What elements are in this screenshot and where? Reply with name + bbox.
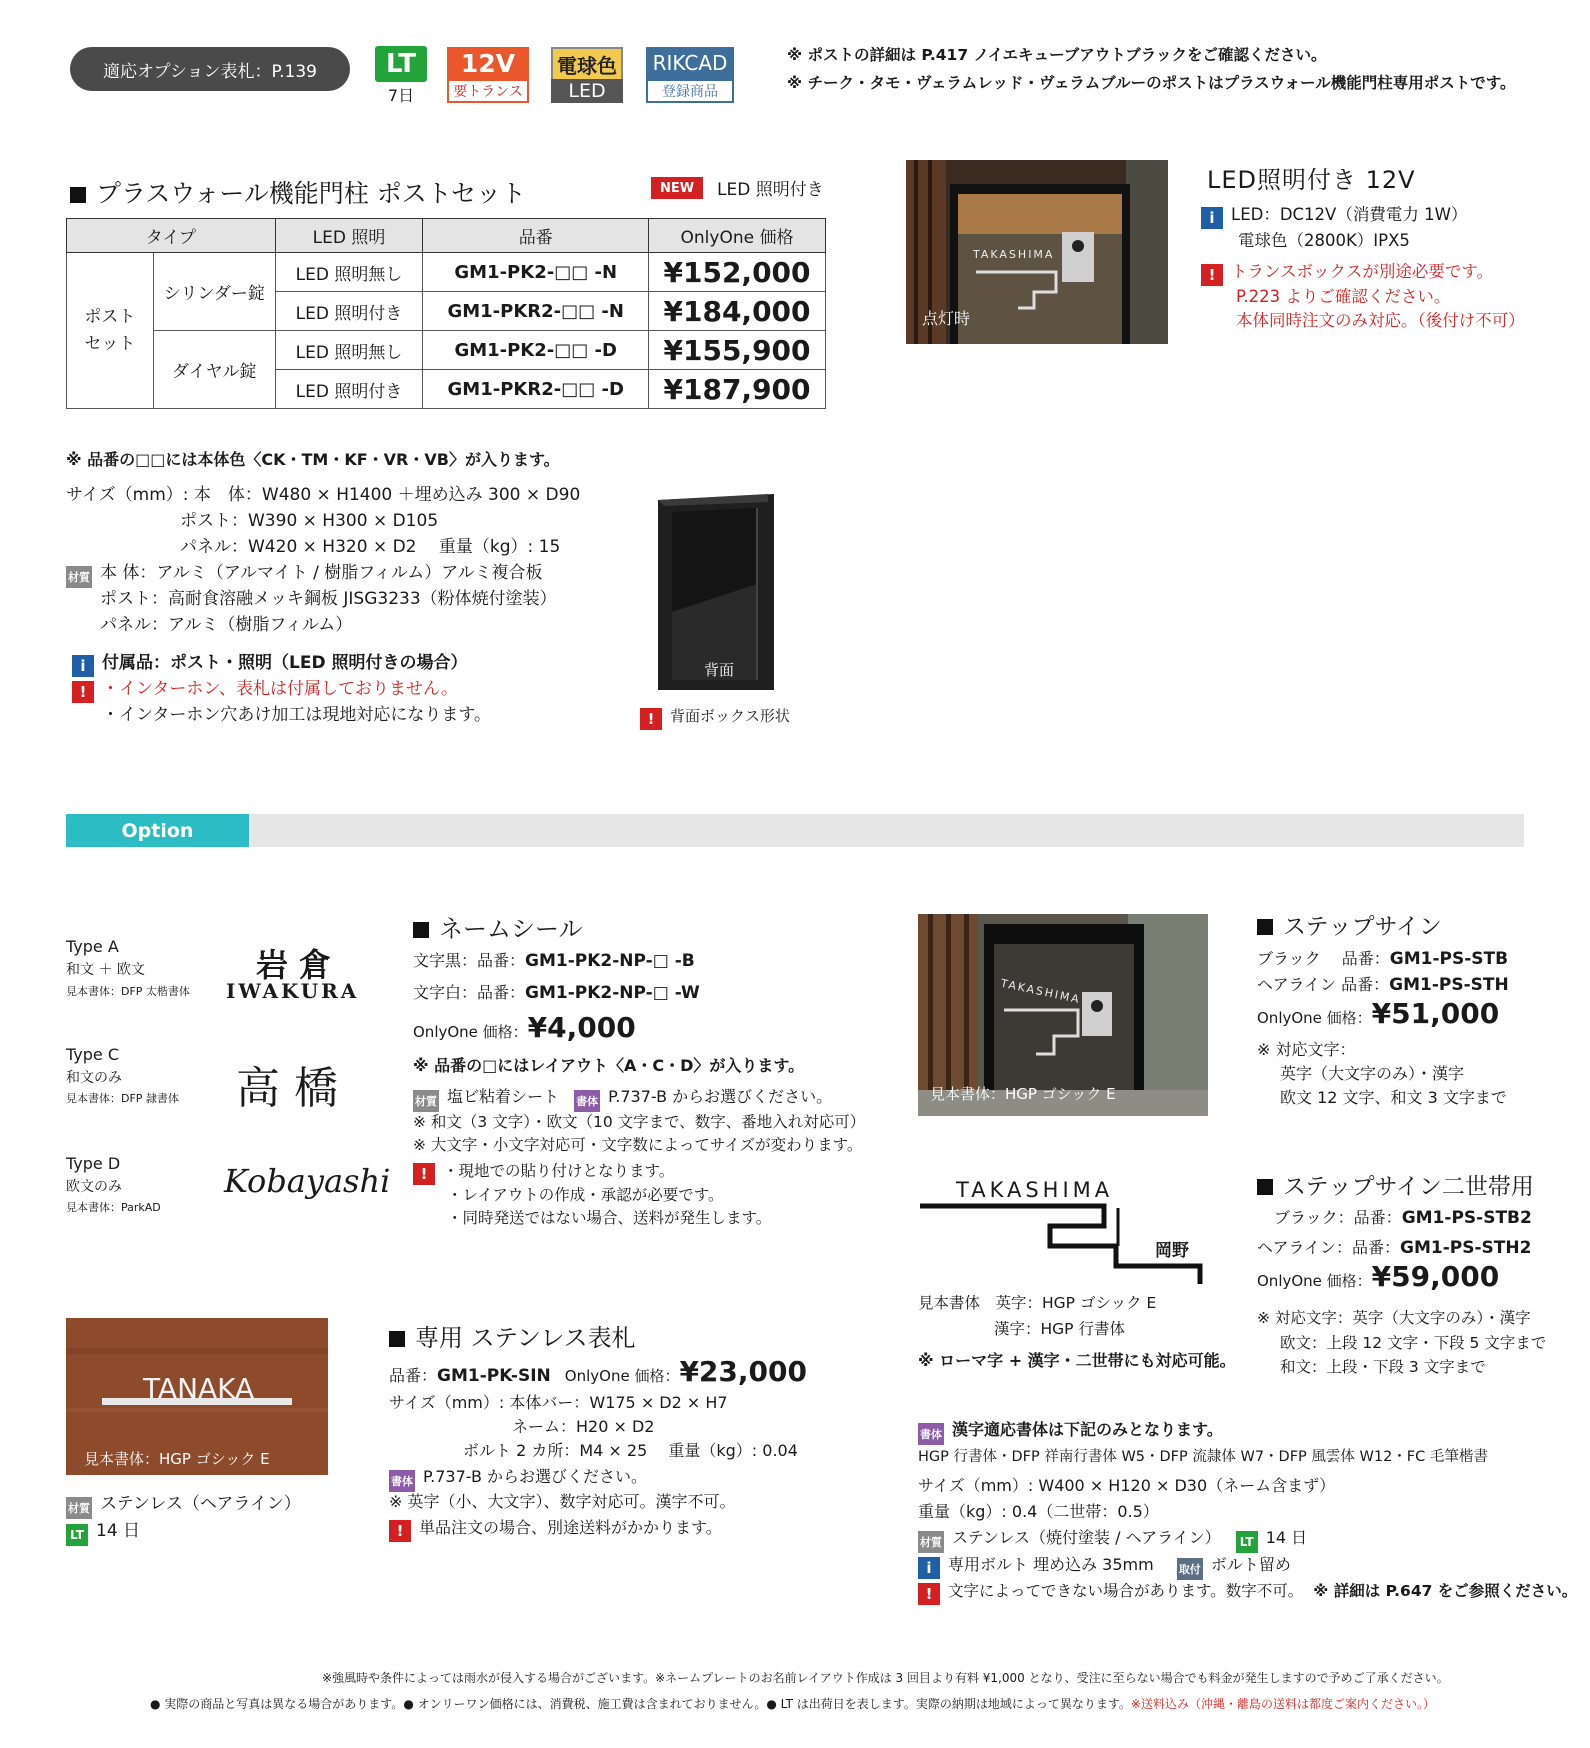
stainless-photo-name: TANAKA (143, 1372, 255, 1405)
price-cell: ¥152,000 (649, 253, 826, 292)
back-view-note: ! 背面ボックス形状 (640, 705, 790, 730)
step-sign-note-1: ※ 対応文字： (1257, 1040, 1356, 1059)
name-seal-price: OnlyOne 価格：¥4,000 (413, 1011, 636, 1044)
square-bullet-icon (1257, 1179, 1273, 1195)
color-note: ※ 品番の□□には本体色〈CK・TM・KF・VR・VB〉が入ります。 (66, 450, 560, 469)
table-header-row (67, 219, 826, 253)
square-bullet-icon (70, 187, 86, 203)
back-view-label: 背面 (704, 661, 735, 679)
bulb-sub: LED (551, 79, 623, 103)
kanji-bolt: i 専用ボルト 埋め込み 35mm 取付 ボルト留め (918, 1552, 1291, 1580)
square-bullet-icon (413, 922, 429, 938)
step-two-note-2: 欧文：上段 12 文字・下段 5 文字まで (1280, 1334, 1547, 1352)
code-cell: GM1-PKR2-□□ -N (423, 292, 649, 331)
warning-icon: ! (1201, 264, 1223, 286)
step-two-diagram-text: TAKASHIMA (956, 1178, 1114, 1202)
warning-icon: ! (640, 708, 662, 730)
code-cell: GM1-PKR2-□□ -D (423, 370, 649, 409)
material-icon: 材質 (413, 1090, 439, 1112)
v12-badge: 12V (447, 47, 529, 79)
step-two-price: OnlyOne 価格：¥59,000 (1257, 1260, 1500, 1293)
option-bar (66, 814, 1524, 847)
size-line-3: パネル：W420 × H320 × D2 重量（kg）: 15 (180, 537, 561, 557)
step-two-roman-note: ※ ローマ字 + 漢字・二世帯にも対応可能。 (918, 1351, 1236, 1370)
type-a-desc: 和文 ＋ 欧文 (66, 962, 145, 978)
type-d-desc: 欧文のみ (66, 1179, 122, 1195)
name-seal-warn-2: ・レイアウトの作成・承認が必要です。 (447, 1186, 724, 1204)
price-table (66, 218, 826, 409)
lt-badge: LT (375, 46, 427, 82)
led-photo-label: 点灯時 (922, 309, 971, 328)
step-two-hair: ヘアライン：品番：GM1-PS-STH2 (1257, 1238, 1532, 1258)
type-d-sample: Kobayashi (224, 1162, 391, 1200)
code-cell: GM1-PK2-□□ -N (423, 253, 649, 292)
kanji-material: 材質 ステンレス（焼付塗装 / ヘアライン） LT 14 日 (918, 1525, 1307, 1553)
material-line-2: ポスト：高耐食溶融メッキ鋼板 JISG3233（粉体焼付塗装） (100, 589, 557, 609)
led-cell: LED 照明付き (275, 370, 423, 409)
accessory-line: i 付属品：ポスト・照明（LED 照明付きの場合） (72, 648, 467, 677)
kanji-weight: 重量（kg）: 0.4（二世帯：0.5） (918, 1502, 1159, 1521)
material-line-1: 材質 本 体：アルミ（アルマイト / 樹脂フィルム）アルミ複合板 (66, 558, 543, 588)
name-seal-note-2: ※ 大文字・小文字対応可・文字数によってサイズが変わります。 (413, 1136, 863, 1154)
code-cell: GM1-PK2-□□ -D (423, 331, 649, 370)
price-cell: ¥184,000 (649, 292, 826, 331)
lock-dial: ダイヤル錠 (153, 331, 275, 409)
step-two-title: ステップサイン二世帯用 (1257, 1168, 1534, 1201)
header-note-1: ※ ポストの詳細は P.417 ノイエキューブアウトブラックをご確認ください。 (787, 46, 1327, 64)
name-seal-warn-1: ! ・現地での貼り付けとなります。 (413, 1159, 674, 1185)
type-d-label: Type D (66, 1154, 121, 1173)
stainless-lt: LT 14 日 (66, 1516, 140, 1546)
led-spec-2: 電球色（2800K）IPX5 (1238, 231, 1410, 250)
new-badge: NEW (651, 177, 703, 199)
name-seal-warn-3: ・同時発送ではない場合、送料が発生します。 (447, 1209, 772, 1227)
step-photo-caption: 見本書体：HGP ゴシック E (930, 1085, 1116, 1103)
font-icon: 書体 (574, 1090, 600, 1112)
kanji-fonts: HGP 行書体・DFP 祥南行書体 W5・DFP 流隷体 W7・DFP 風雲体 W12・FC 毛筆楷書 (918, 1449, 1488, 1465)
stainless-title: 専用 ステンレス表札 (389, 1318, 636, 1353)
led-spec-1: i LED：DC12V（消費電力 1W） (1201, 201, 1467, 229)
led-cell: LED 照明付き (275, 292, 423, 331)
kanji-warn: ! 文字によってできない場合があります。数字不可。 ※ 詳細は P.647 をご参照ください。 (918, 1579, 1577, 1605)
led-photo-sign: TAKASHIMA (973, 248, 1055, 261)
product-title (70, 174, 526, 210)
step-sign-note-2: 英字（大文字のみ）・漢字 (1280, 1064, 1465, 1083)
led-tag: LED 照明付き (717, 180, 824, 200)
stainless-material: 材質 ステンレス（ヘアライン） (66, 1489, 301, 1519)
warning-icon: ! (413, 1163, 435, 1185)
type-a-font: 見本書体：DFP 太楷書体 (66, 985, 190, 998)
step-sign-price: OnlyOne 価格：¥51,000 (1257, 997, 1500, 1030)
led-cell: LED 照明無し (275, 331, 423, 370)
square-bullet-icon (1257, 919, 1273, 935)
step-two-font-2: 漢字：HGP 行書体 (994, 1320, 1125, 1338)
option-pill: 適応オプション表札：P.139 (70, 47, 350, 91)
step-two-note-1: ※ 対応文字：英字（大文字のみ）・漢字 (1257, 1309, 1531, 1327)
rikcad-sub: 登録商品 (646, 79, 734, 103)
group-label: ポスト セット (67, 253, 154, 409)
type-c-desc: 和文のみ (66, 1070, 122, 1086)
footer-line-1: ※強風時や条件によっては雨水が侵入する場合がございます。※ネームプレートのお名前レイアウト作成は 3 回目より有料 ¥1,000 となり、受注に至らない場合でも料金が発生しますので予めご了承ください。 (322, 1671, 1449, 1685)
led-cell: LED 照明無し (275, 253, 423, 292)
type-c-sample: 高 橋 (236, 1063, 338, 1114)
type-c-label: Type C (66, 1045, 120, 1064)
step-sign-title: ステップサイン (1257, 908, 1442, 941)
stainless-photo-caption: 見本書体：HGP ゴシック E (84, 1450, 270, 1468)
font-icon: 書体 (918, 1423, 944, 1445)
material-icon: 材質 (66, 1497, 92, 1519)
kanji-size: サイズ（mm）: W400 × H120 × D30（ネーム含まず） (918, 1476, 1336, 1495)
warning-line-2: ・インターホン穴あけ加工は現地対応になります。 (102, 705, 491, 725)
warning-line-1: ! ・インターホン、表札は付属しておりません。 (72, 674, 458, 703)
product-title-text: プラスウォール機能門柱 ポストセット (96, 179, 526, 208)
step-two-black: ブラック：品番：GM1-PS-STB2 (1274, 1208, 1532, 1228)
name-seal-title: ネームシール (413, 909, 583, 944)
col-led: LED 照明 (275, 219, 423, 253)
step-sign-hair: ヘアライン 品番：GM1-PS-STH (1257, 975, 1509, 995)
type-a-label: Type A (66, 937, 119, 956)
table-row (67, 331, 826, 370)
footer-line-2: ● 実際の商品と写真は異なる場合があります。● オンリーワン価格には、消費税、施工費は含まれておりません。● LT は出荷日を表します。実際の納期は地域によって異なります。※送料込み（沖縄・離島の送料は都度ご案内ください。） (150, 1697, 1435, 1711)
fixing-icon: 取付 (1177, 1558, 1203, 1580)
type-d-font: 見本書体：ParkAD (66, 1201, 161, 1214)
lt-icon: LT (66, 1524, 88, 1546)
step-sign-note-3: 欧文 12 文字、和文 3 文字まで (1280, 1088, 1507, 1107)
material-line-3: パネル：アルミ（樹脂フィルム） (100, 615, 353, 635)
step-two-note-3: 和文：上段・下段 3 文字まで (1280, 1358, 1486, 1376)
info-icon: i (72, 655, 94, 677)
material-icon: 材質 (66, 566, 92, 588)
price-cell: ¥187,900 (649, 370, 826, 409)
stainless-size-1: サイズ（mm）: 本体バー：W175 × D2 × H7 (389, 1393, 728, 1412)
warning-icon: ! (389, 1520, 411, 1542)
kanji-title: 書体 漢字適応書体は下記のみとなります。 (918, 1417, 1223, 1445)
stainless-warn: ! 単品注文の場合、別途送料がかかります。 (389, 1515, 722, 1542)
info-icon: i (918, 1557, 940, 1579)
step-photo-sign: TAKASHIMA (999, 976, 1082, 1007)
name-seal-note-1: ※ 和文（3 文字）・欧文（10 文字まで、数字、番地入れ対応可） (413, 1113, 866, 1131)
stainless-font: 書体 P.737-B からお選びください。 (389, 1464, 647, 1492)
bulb-badge: 電球色 (551, 47, 623, 79)
name-seal-black: 文字黒：品番：GM1-PK2-NP-□ -B (413, 951, 695, 971)
name-seal-layout-note: ※ 品番の□にはレイアウト〈A・C・D〉が入ります。 (413, 1056, 805, 1075)
lt-days: 7日 (387, 86, 415, 105)
square-bullet-icon (389, 1331, 405, 1347)
col-code: 品番 (423, 219, 649, 253)
stainless-code-price: 品番：GM1-PK-SIN OnlyOne 価格：¥23,000 (389, 1355, 807, 1388)
size-line-2: ポスト：W390 × H300 × D105 (180, 511, 439, 531)
name-seal-material: 材質 塩ビ粘着シート 書体 P.737-B からお選びください。 (413, 1084, 832, 1112)
led-warn-2: P.223 よりご確認ください。 (1236, 287, 1451, 306)
stainless-note: ※ 英字（小、大文字）、数字対応可。漢字不可。 (389, 1492, 736, 1511)
type-a-sample-kanji: 岩 倉 (256, 946, 332, 984)
v12-sub: 要トランス (447, 79, 529, 103)
led-warn-3: 本体同時注文のみ対応。（後付け不可） (1236, 311, 1525, 330)
type-a-sample-roman: IWAKURA (226, 979, 360, 1003)
lt-icon: LT (1236, 1531, 1258, 1553)
font-icon: 書体 (389, 1470, 415, 1492)
led-warn-1: ! トランスボックスが別途必要です。 (1201, 258, 1493, 286)
rikcad-badge: RIKCAD (646, 47, 734, 79)
lock-cylinder: シリンダー錠 (153, 253, 275, 331)
header-note-2: ※ チーク・タモ・ヴェラムレッド・ヴェラムブルーのポストはプラスウォール機能門柱専用ポストです。 (787, 74, 1516, 92)
option-bar-label: Option (66, 814, 249, 847)
name-seal-white: 文字白：品番：GM1-PK2-NP-□ -W (413, 983, 700, 1003)
material-icon: 材質 (918, 1531, 944, 1553)
stainless-size-3: ボルト 2 カ所：M4 × 25 重量（kg）: 0.04 (463, 1441, 798, 1460)
led-title: LED照明付き 12V (1207, 166, 1416, 194)
stainless-size-2: ネーム：H20 × D2 (512, 1417, 655, 1436)
type-c-font: 見本書体：DFP 隷書体 (66, 1092, 179, 1105)
size-line-1: サイズ（mm）: 本 体：W480 × H1400 ＋埋め込み 300 × D90 (66, 485, 581, 505)
warning-icon: ! (918, 1583, 940, 1605)
price-cell: ¥155,900 (649, 331, 826, 370)
info-icon: i (1201, 207, 1223, 229)
table-row (67, 253, 826, 292)
col-price: OnlyOne 価格 (649, 219, 826, 253)
warning-icon: ! (72, 681, 94, 703)
step-two-diagram-kanji: 岡野 (1155, 1241, 1189, 1261)
step-sign-black: ブラック 品番：GM1-PS-STB (1257, 949, 1509, 969)
step-two-font-1: 見本書体 英字：HGP ゴシック E (918, 1294, 1157, 1312)
col-type: タイプ (67, 219, 276, 253)
